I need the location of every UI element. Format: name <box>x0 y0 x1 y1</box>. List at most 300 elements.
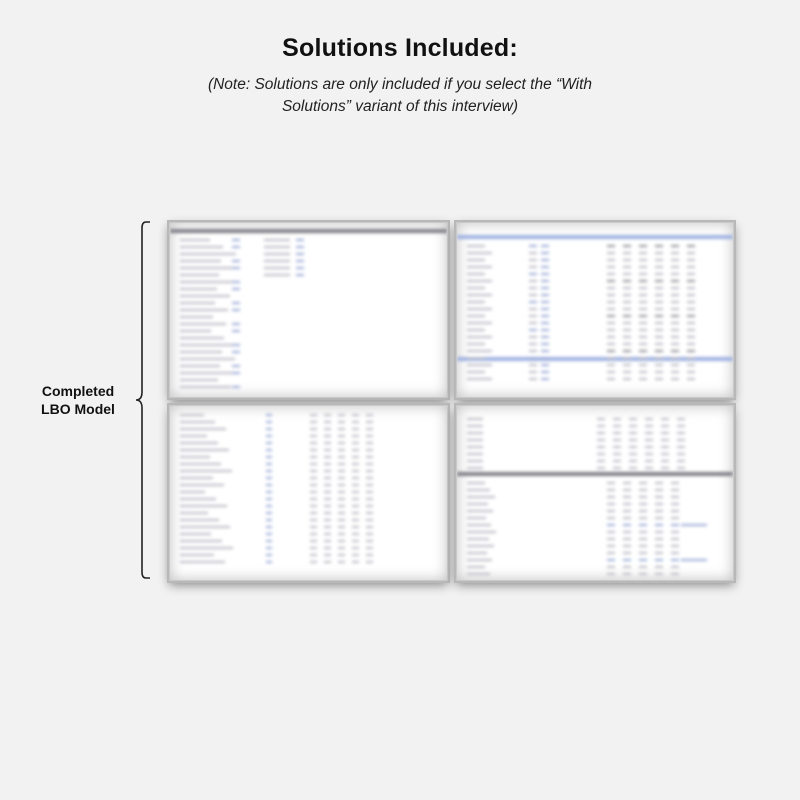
cell-placeholder <box>467 460 483 462</box>
cell-placeholder <box>639 517 647 519</box>
cell-placeholder <box>310 435 317 437</box>
cell-placeholder <box>623 301 631 303</box>
cell-placeholder <box>541 308 549 310</box>
header-band <box>170 229 447 233</box>
cell-placeholder <box>467 453 483 455</box>
cell-placeholder <box>180 512 208 514</box>
cell-placeholder <box>655 266 663 268</box>
spreadsheet-preview-1 <box>169 222 448 398</box>
cell-placeholder <box>180 267 234 269</box>
cell-placeholder <box>655 329 663 331</box>
cell-placeholder <box>180 435 207 437</box>
cell-placeholder <box>687 343 695 345</box>
cell-placeholder <box>324 526 331 528</box>
cell-placeholder <box>366 526 373 528</box>
cell-placeholder <box>687 364 695 366</box>
cell-placeholder <box>467 336 492 338</box>
cell-placeholder <box>180 505 227 507</box>
cell-placeholder <box>310 519 317 521</box>
cell-placeholder <box>352 540 359 542</box>
cell-placeholder <box>264 239 290 241</box>
cell-placeholder <box>310 498 317 500</box>
cell-placeholder <box>366 463 373 465</box>
page-title: Solutions Included: <box>282 34 518 62</box>
cell-placeholder <box>338 428 345 430</box>
cell-placeholder <box>180 379 218 381</box>
cell-placeholder <box>467 378 492 380</box>
cell-placeholder <box>677 418 685 420</box>
cell-placeholder <box>645 460 653 462</box>
cell-placeholder <box>623 273 631 275</box>
cell-placeholder <box>623 350 631 352</box>
cell-placeholder <box>296 274 304 276</box>
cell-placeholder <box>645 453 653 455</box>
cell-placeholder <box>366 421 373 423</box>
cell-placeholder <box>467 538 489 540</box>
cell-placeholder <box>613 453 621 455</box>
cell-placeholder <box>541 364 549 366</box>
cell-placeholder <box>613 467 621 469</box>
cell-placeholder <box>623 524 631 526</box>
cell-placeholder <box>607 531 615 533</box>
cell-placeholder <box>661 425 669 427</box>
cell-placeholder <box>467 266 492 268</box>
cell-placeholder <box>467 552 487 554</box>
cell-placeholder <box>671 273 679 275</box>
cell-placeholder <box>607 252 615 254</box>
cell-placeholder <box>467 482 485 484</box>
cell-placeholder <box>232 288 240 290</box>
cell-placeholder <box>671 482 679 484</box>
cell-placeholder <box>338 526 345 528</box>
cell-placeholder <box>639 322 647 324</box>
cell-placeholder <box>607 322 615 324</box>
cell-placeholder <box>310 463 317 465</box>
cell-placeholder <box>529 287 537 289</box>
cell-placeholder <box>671 545 679 547</box>
cell-placeholder <box>661 467 669 469</box>
cell-placeholder <box>607 378 615 380</box>
cell-placeholder <box>467 322 492 324</box>
cell-placeholder <box>180 358 235 360</box>
cell-placeholder <box>655 510 663 512</box>
cell-placeholder <box>671 308 679 310</box>
cell-placeholder <box>232 302 240 304</box>
side-label-line-1: Completed <box>41 383 115 399</box>
cell-placeholder <box>467 489 490 491</box>
cell-placeholder <box>529 280 537 282</box>
cell-placeholder <box>671 322 679 324</box>
cell-placeholder <box>607 308 615 310</box>
cell-placeholder <box>232 344 240 346</box>
cell-placeholder <box>266 526 272 528</box>
cell-placeholder <box>266 540 272 542</box>
cell-placeholder <box>607 559 615 561</box>
cell-placeholder <box>352 484 359 486</box>
cell-placeholder <box>655 496 663 498</box>
cell-placeholder <box>366 442 373 444</box>
cell-placeholder <box>338 477 345 479</box>
cell-placeholder <box>180 547 233 549</box>
cell-placeholder <box>607 273 615 275</box>
cell-placeholder <box>338 435 345 437</box>
cell-placeholder <box>639 287 647 289</box>
cell-placeholder <box>529 308 537 310</box>
cell-placeholder <box>613 418 621 420</box>
cell-placeholder <box>467 467 483 469</box>
cell-placeholder <box>655 350 663 352</box>
cell-placeholder <box>180 428 226 430</box>
cell-placeholder <box>338 498 345 500</box>
cell-placeholder <box>629 439 637 441</box>
cell-placeholder <box>529 357 537 359</box>
cell-placeholder <box>266 470 272 472</box>
cell-placeholder <box>467 496 495 498</box>
cell-placeholder <box>623 378 631 380</box>
cell-placeholder <box>352 428 359 430</box>
cell-placeholder <box>607 538 615 540</box>
cell-placeholder <box>677 446 685 448</box>
cell-placeholder <box>655 545 663 547</box>
cell-placeholder <box>607 301 615 303</box>
cell-placeholder <box>687 273 695 275</box>
cell-placeholder <box>366 498 373 500</box>
cell-placeholder <box>639 280 647 282</box>
cell-placeholder <box>639 538 647 540</box>
cell-placeholder <box>366 554 373 556</box>
cell-placeholder <box>366 533 373 535</box>
cell-placeholder <box>529 301 537 303</box>
cell-placeholder <box>338 505 345 507</box>
cell-placeholder <box>671 287 679 289</box>
cell-placeholder <box>607 329 615 331</box>
cell-placeholder <box>623 287 631 289</box>
cell-placeholder <box>467 371 485 373</box>
cell-placeholder <box>655 552 663 554</box>
cell-placeholder <box>655 559 663 561</box>
cell-placeholder <box>180 484 224 486</box>
cell-placeholder <box>671 559 679 561</box>
cell-placeholder <box>671 301 679 303</box>
cell-placeholder <box>338 456 345 458</box>
cell-placeholder <box>324 491 331 493</box>
cell-placeholder <box>639 545 647 547</box>
cell-placeholder <box>671 510 679 512</box>
cell-placeholder <box>467 573 490 575</box>
cell-placeholder <box>607 336 615 338</box>
cell-placeholder <box>338 470 345 472</box>
cell-placeholder <box>607 350 615 352</box>
cell-placeholder <box>266 561 272 563</box>
cell-placeholder <box>324 519 331 521</box>
cell-placeholder <box>671 245 679 247</box>
cell-placeholder <box>623 531 631 533</box>
cell-placeholder <box>639 503 647 505</box>
cell-placeholder <box>655 357 663 359</box>
cell-placeholder <box>639 294 647 296</box>
cell-placeholder <box>266 414 272 416</box>
cell-placeholder <box>639 559 647 561</box>
cell-placeholder <box>266 456 272 458</box>
cell-placeholder <box>366 435 373 437</box>
cell-placeholder <box>655 503 663 505</box>
cell-placeholder <box>639 524 647 526</box>
cell-placeholder <box>623 357 631 359</box>
cell-placeholder <box>541 245 549 247</box>
cell-placeholder <box>645 418 653 420</box>
cell-placeholder <box>310 477 317 479</box>
cell-placeholder <box>613 425 621 427</box>
header-band <box>457 472 733 476</box>
cell-placeholder <box>613 460 621 462</box>
cell-placeholder <box>310 421 317 423</box>
cell-placeholder <box>639 301 647 303</box>
cell-placeholder <box>687 287 695 289</box>
cell-placeholder <box>687 378 695 380</box>
cell-placeholder <box>639 329 647 331</box>
cell-placeholder <box>671 496 679 498</box>
cell-placeholder <box>681 559 707 561</box>
cell-placeholder <box>655 252 663 254</box>
cell-placeholder <box>180 302 215 304</box>
cell-placeholder <box>264 267 290 269</box>
cell-placeholder <box>338 554 345 556</box>
cell-placeholder <box>467 545 494 547</box>
cell-placeholder <box>671 350 679 352</box>
cell-placeholder <box>352 526 359 528</box>
cell-placeholder <box>607 496 615 498</box>
cell-placeholder <box>180 337 224 339</box>
cell-placeholder <box>467 446 483 448</box>
cell-placeholder <box>180 344 237 346</box>
cell-placeholder <box>366 456 373 458</box>
cell-placeholder <box>266 512 272 514</box>
cell-placeholder <box>324 449 331 451</box>
cell-placeholder <box>671 524 679 526</box>
cell-placeholder <box>338 540 345 542</box>
cell-placeholder <box>467 252 492 254</box>
cell-placeholder <box>310 470 317 472</box>
completed-lbo-model-label <box>22 382 134 418</box>
cell-placeholder <box>597 446 605 448</box>
cell-placeholder <box>671 315 679 317</box>
cell-placeholder <box>180 463 221 465</box>
cell-placeholder <box>467 287 485 289</box>
cell-placeholder <box>613 446 621 448</box>
cell-placeholder <box>623 545 631 547</box>
cell-placeholder <box>623 489 631 491</box>
cell-placeholder <box>687 280 695 282</box>
cell-placeholder <box>607 517 615 519</box>
cell-placeholder <box>629 432 637 434</box>
cell-placeholder <box>629 446 637 448</box>
cell-placeholder <box>607 280 615 282</box>
cell-placeholder <box>597 439 605 441</box>
cell-placeholder <box>467 439 483 441</box>
cell-placeholder <box>324 442 331 444</box>
cell-placeholder <box>655 287 663 289</box>
cell-placeholder <box>661 446 669 448</box>
cell-placeholder <box>232 372 240 374</box>
cell-placeholder <box>607 343 615 345</box>
cell-placeholder <box>655 566 663 568</box>
cell-placeholder <box>467 280 492 282</box>
cell-placeholder <box>232 365 240 367</box>
cell-placeholder <box>310 512 317 514</box>
cell-placeholder <box>529 336 537 338</box>
cell-placeholder <box>645 439 653 441</box>
cell-placeholder <box>671 489 679 491</box>
cell-placeholder <box>352 414 359 416</box>
cell-placeholder <box>655 315 663 317</box>
cell-placeholder <box>671 336 679 338</box>
cell-placeholder <box>639 308 647 310</box>
cell-placeholder <box>661 460 669 462</box>
cell-placeholder <box>324 505 331 507</box>
cell-placeholder <box>467 418 483 420</box>
cell-placeholder <box>655 336 663 338</box>
cell-placeholder <box>352 470 359 472</box>
cell-placeholder <box>671 357 679 359</box>
cell-placeholder <box>529 294 537 296</box>
cell-placeholder <box>677 453 685 455</box>
cell-placeholder <box>232 260 240 262</box>
cell-placeholder <box>623 308 631 310</box>
cell-placeholder <box>541 357 549 359</box>
cell-placeholder <box>310 505 317 507</box>
cell-placeholder <box>597 418 605 420</box>
cell-placeholder <box>324 435 331 437</box>
cell-placeholder <box>623 259 631 261</box>
cell-placeholder <box>623 573 631 575</box>
cell-placeholder <box>266 498 272 500</box>
cell-placeholder <box>677 425 685 427</box>
cell-placeholder <box>266 442 272 444</box>
cell-placeholder <box>310 428 317 430</box>
cell-placeholder <box>352 547 359 549</box>
cell-placeholder <box>655 489 663 491</box>
cell-placeholder <box>467 425 483 427</box>
cell-placeholder <box>467 315 485 317</box>
cell-placeholder <box>541 252 549 254</box>
cell-placeholder <box>529 252 537 254</box>
cell-placeholder <box>180 386 231 388</box>
cell-placeholder <box>671 259 679 261</box>
cell-placeholder <box>677 432 685 434</box>
cell-placeholder <box>310 414 317 416</box>
cell-placeholder <box>310 526 317 528</box>
cell-placeholder <box>180 449 229 451</box>
cell-placeholder <box>266 477 272 479</box>
spreadsheet-preview-2 <box>456 222 734 398</box>
curly-brace-icon <box>132 220 154 580</box>
cell-placeholder <box>639 573 647 575</box>
cell-placeholder <box>232 323 240 325</box>
cell-placeholder <box>180 246 223 248</box>
cell-placeholder <box>623 266 631 268</box>
cell-placeholder <box>639 364 647 366</box>
cell-placeholder <box>671 517 679 519</box>
cell-placeholder <box>338 421 345 423</box>
cell-placeholder <box>671 280 679 282</box>
cell-placeholder <box>655 378 663 380</box>
cell-placeholder <box>623 245 631 247</box>
cell-placeholder <box>352 477 359 479</box>
cell-placeholder <box>366 428 373 430</box>
cell-placeholder <box>467 517 486 519</box>
cell-placeholder <box>324 456 331 458</box>
cell-placeholder <box>623 559 631 561</box>
cell-placeholder <box>687 245 695 247</box>
cell-placeholder <box>655 538 663 540</box>
cell-placeholder <box>352 456 359 458</box>
cell-placeholder <box>266 463 272 465</box>
cell-placeholder <box>232 281 240 283</box>
cell-placeholder <box>529 245 537 247</box>
cell-placeholder <box>467 294 492 296</box>
cell-placeholder <box>324 477 331 479</box>
cell-placeholder <box>264 246 290 248</box>
cell-placeholder <box>324 540 331 542</box>
cell-placeholder <box>338 491 345 493</box>
cell-placeholder <box>687 357 695 359</box>
cell-placeholder <box>467 273 485 275</box>
cell-placeholder <box>310 449 317 451</box>
cell-placeholder <box>639 357 647 359</box>
cell-placeholder <box>597 453 605 455</box>
cell-placeholder <box>366 414 373 416</box>
cell-placeholder <box>180 316 213 318</box>
cell-placeholder <box>671 552 679 554</box>
cell-placeholder <box>467 510 493 512</box>
cell-placeholder <box>645 446 653 448</box>
cell-placeholder <box>338 414 345 416</box>
cell-placeholder <box>467 301 485 303</box>
cell-placeholder <box>180 281 232 283</box>
cell-placeholder <box>623 315 631 317</box>
cell-placeholder <box>180 372 233 374</box>
cell-placeholder <box>467 245 485 247</box>
cell-placeholder <box>180 253 236 255</box>
cell-placeholder <box>352 421 359 423</box>
cell-placeholder <box>266 484 272 486</box>
cell-placeholder <box>607 482 615 484</box>
cell-placeholder <box>296 239 304 241</box>
cell-placeholder <box>639 496 647 498</box>
cell-placeholder <box>529 350 537 352</box>
cell-placeholder <box>671 531 679 533</box>
cell-placeholder <box>529 266 537 268</box>
cell-placeholder <box>677 460 685 462</box>
cell-placeholder <box>324 421 331 423</box>
cell-placeholder <box>266 519 272 521</box>
cell-placeholder <box>639 482 647 484</box>
cell-placeholder <box>541 294 549 296</box>
cell-placeholder <box>687 266 695 268</box>
cell-placeholder <box>338 519 345 521</box>
cell-placeholder <box>607 573 615 575</box>
cell-placeholder <box>671 294 679 296</box>
cell-placeholder <box>623 482 631 484</box>
cell-placeholder <box>655 573 663 575</box>
cell-placeholder <box>629 418 637 420</box>
cell-placeholder <box>366 491 373 493</box>
cell-placeholder <box>232 351 240 353</box>
cell-placeholder <box>338 547 345 549</box>
cell-placeholder <box>623 364 631 366</box>
cell-placeholder <box>645 432 653 434</box>
cell-placeholder <box>655 517 663 519</box>
